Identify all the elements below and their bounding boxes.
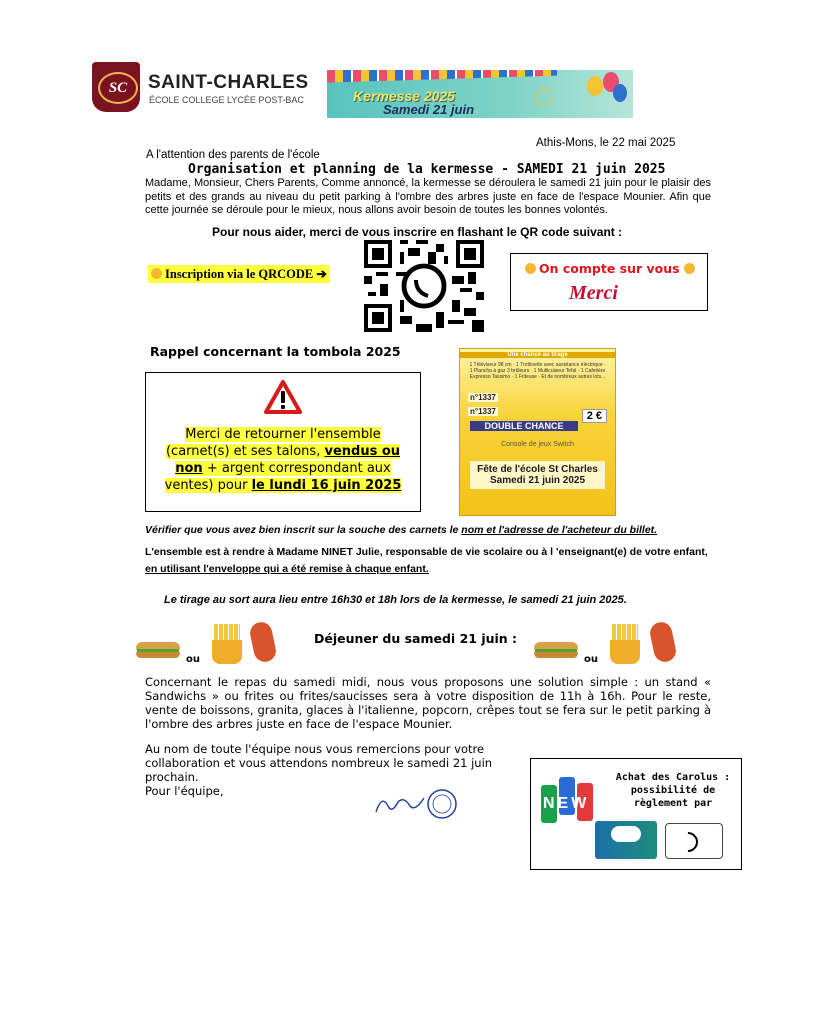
smiley-icon bbox=[684, 263, 695, 274]
reminder-message: Merci de retourner l'ensemble (carnet(s) et ses talons, vendus ou non + argent correspondant aux ventes) pour le lundi 16 juin 2025 bbox=[164, 427, 402, 493]
sandwich-icon bbox=[136, 626, 182, 660]
tombola-title: Rappel concernant la tombola 2025 bbox=[150, 344, 401, 359]
letter-date: Athis-Mons, le 22 mai 2025 bbox=[536, 137, 676, 149]
school-subtitle: ÉCOLE COLLEGE LYCÉE POST-BAC bbox=[149, 95, 304, 105]
lunch-or-right: ou bbox=[584, 654, 598, 665]
sausage-icon bbox=[248, 620, 278, 664]
banner-title: Kermesse 2025 bbox=[353, 88, 455, 104]
help-line: Pour nous aider, merci de vous inscrire en flashant le QR code suivant : bbox=[212, 225, 623, 239]
return-instructions: L'ensemble est à rendre à Madame NINET Julie, responsable de vie scolaire ou à l 'enseignant(e) de votre enfant, en utilisant l'enveloppe qui a été remise à chaque enfant. bbox=[145, 546, 708, 575]
banner-date: Samedi 21 juin bbox=[383, 102, 475, 117]
lunch-title: Déjeuner du samedi 21 juin : bbox=[314, 631, 518, 646]
ticket-fete: Fête de l'école St Charles Samedi 21 juin 2025 bbox=[470, 461, 605, 489]
tombola-reminder-box bbox=[145, 372, 421, 512]
bunting-flags bbox=[327, 70, 557, 84]
thanks-box bbox=[510, 253, 708, 311]
verify-line: Vérifier que vous avez bien inscrit sur la souche des carnets le nom et l'adresse de l'acheteur du billet. bbox=[145, 524, 658, 536]
kermesse-banner bbox=[327, 70, 633, 118]
new-tags-icon: NEW bbox=[539, 769, 601, 827]
logo-initials: SC bbox=[98, 72, 138, 104]
tombola-ticket-image bbox=[459, 348, 616, 516]
fries-icon bbox=[606, 624, 644, 664]
carolus-text: Achat des Carolus : possibilité de règlement par bbox=[615, 772, 731, 809]
draw-info: Le tirage au sort aura lieu entre 16h30 et 18h lors de la kermesse, le samedi 21 juin 2025. bbox=[164, 594, 627, 606]
sun-icon bbox=[535, 88, 553, 106]
closing-signoff: Pour l'équipe, bbox=[145, 784, 224, 798]
smiley-icon bbox=[151, 268, 162, 279]
smiley-icon bbox=[525, 263, 536, 274]
balloon-icon bbox=[587, 76, 603, 96]
carolus-payment-box bbox=[530, 758, 742, 870]
sandwich-icon bbox=[534, 626, 580, 660]
balloon-icon bbox=[613, 84, 627, 102]
qr-callout-text: Inscription via le QRCODE ➔ bbox=[165, 267, 327, 281]
closing-paragraph bbox=[145, 742, 525, 798]
signature-stamp bbox=[372, 786, 462, 822]
attention-line: A l'attention des parents de l'école bbox=[146, 149, 320, 161]
thanks-line bbox=[525, 261, 698, 276]
intro-paragraph: Madame, Monsieur, Chers Parents, Comme annoncé, la kermesse se déroulera le samedi 21 juin pour le plaisir des petits et des grands au niveau du petit parking à l'ombre des arbres juste en face de l'espace Mounier. Afin que cette journée se déroule pour le mieux, nous allons avoir besoin de toutes les bonnes volontés. bbox=[145, 177, 711, 216]
warning-icon bbox=[263, 379, 303, 415]
cb-card-icon bbox=[595, 821, 657, 859]
ticket-lots: 1 Téléviseur 98 cm · 1 Trottinette avec assistance électrique · 1 Plancha à gaz 3 brûleurs · 1 Multicuiseur Tefal · 1 Cafetière Expresso Tassimo · 1 Friteuse · Et de nombreux autres lots... bbox=[469, 362, 606, 380]
ticket-head: Une chance au tirage bbox=[460, 352, 615, 358]
school-logo bbox=[92, 62, 140, 112]
letter-title: Organisation et planning de la kermesse - SAMEDI 21 juin 2025 bbox=[188, 162, 666, 177]
closing-thanks: Au nom de toute l'équipe nous vous remercions pour votre collaboration et vous attendons nombreux le samedi 21 juin prochain. bbox=[145, 742, 493, 784]
fries-icon bbox=[208, 624, 246, 664]
ticket-price: 2 € bbox=[582, 409, 607, 423]
school-name: SAINT-CHARLES bbox=[148, 72, 309, 93]
thanks-text: On compte sur vous bbox=[539, 261, 680, 276]
qr-callout bbox=[148, 265, 330, 283]
ticket-number: n°1337 bbox=[470, 407, 496, 416]
lunch-or-left: ou bbox=[186, 654, 200, 665]
contactless-icon bbox=[665, 823, 723, 859]
qr-code[interactable] bbox=[364, 240, 484, 332]
merci-text: Merci bbox=[569, 282, 618, 304]
ticket-switch: Console de jeux Switch bbox=[501, 441, 574, 448]
lunch-paragraph: Concernant le repas du samedi midi, nous vous proposons une solution simple : un stand « Sandwichs » ou frites ou frites/saucisses sera à votre disposition de 11h à 16h. Pour le reste, vente de boissons, granita, glaces à l'italienne, popcorn, crêpes tout se fera sur le petit parking à l'ombre des arbres juste en face de l'espace Mounier. bbox=[145, 675, 711, 731]
ticket-number: n°1337 bbox=[470, 393, 496, 402]
ticket-double-chance: DOUBLE CHANCE bbox=[470, 421, 578, 431]
sausage-icon bbox=[648, 620, 678, 664]
